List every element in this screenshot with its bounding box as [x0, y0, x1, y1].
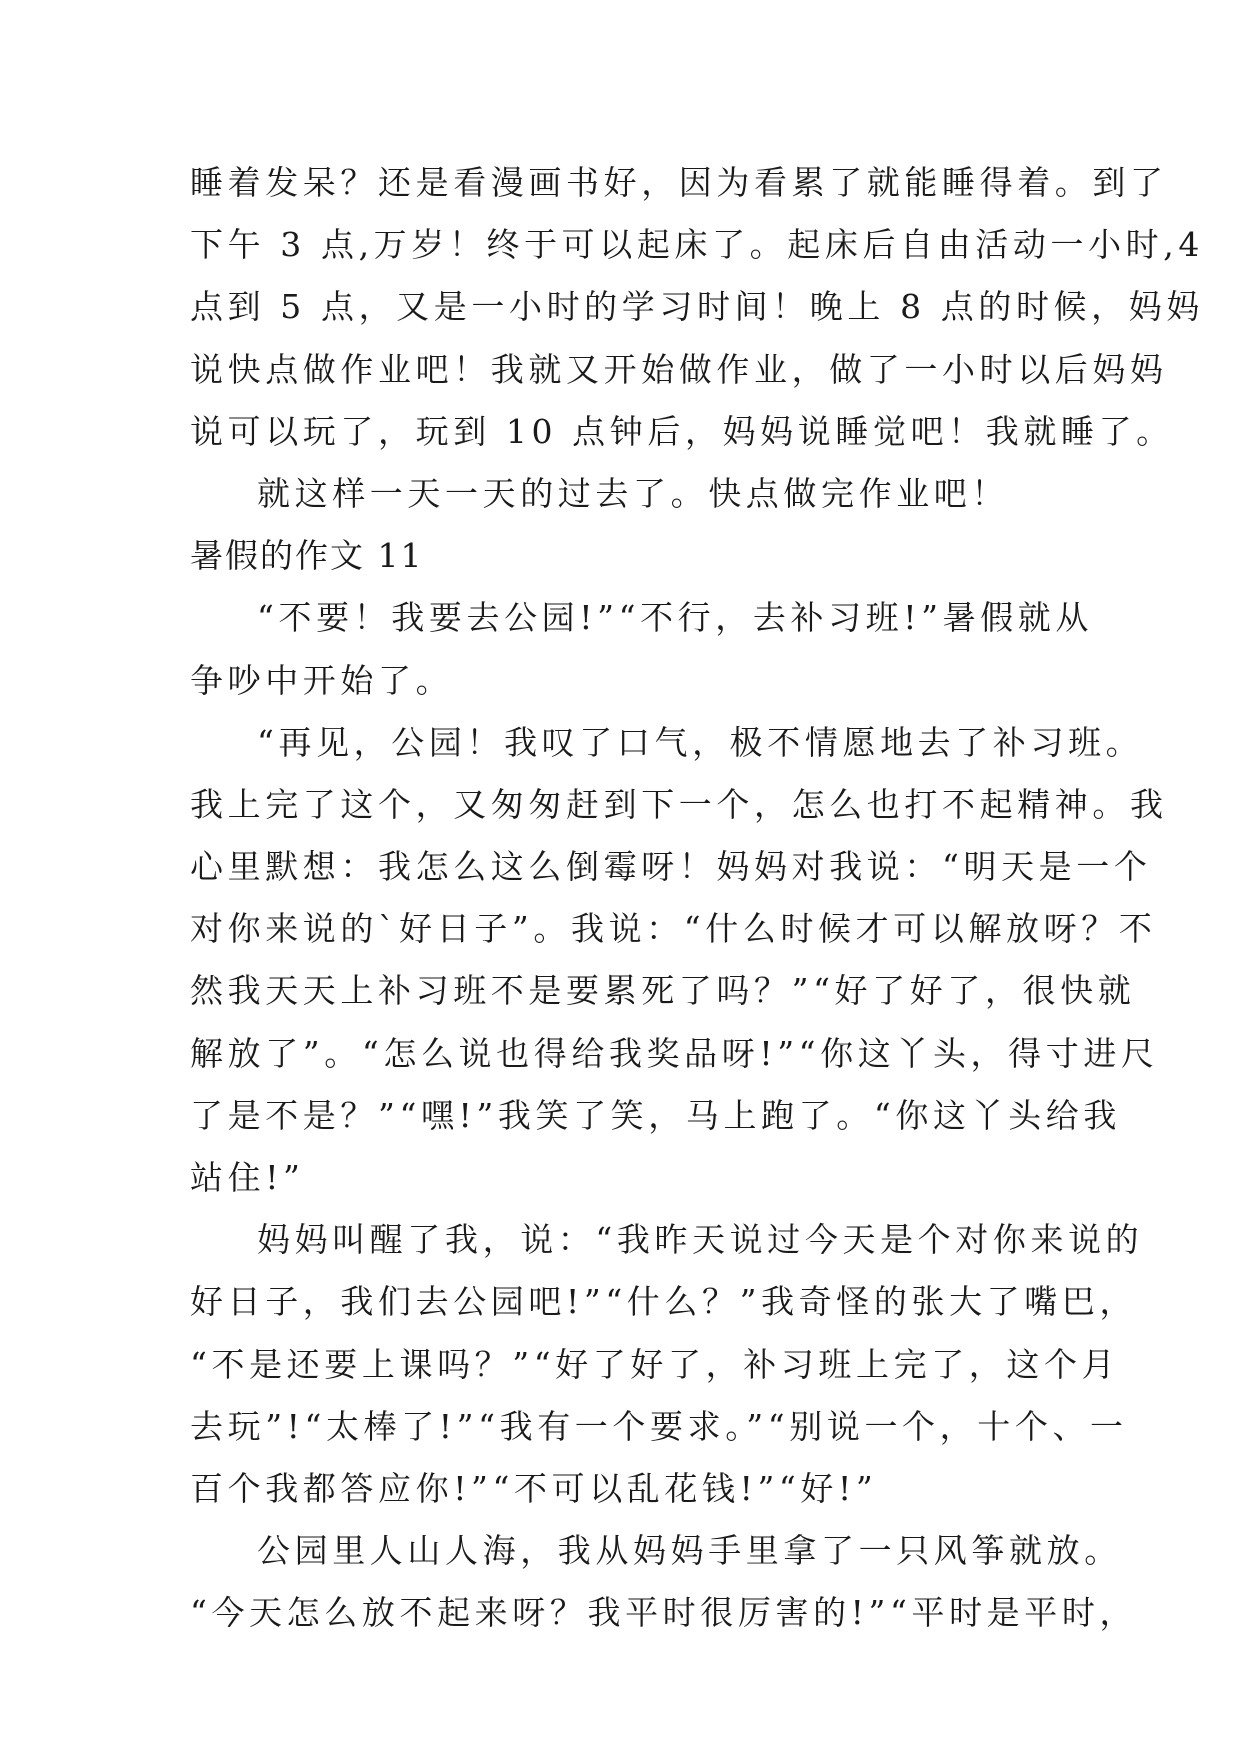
text-line: 了是不是？”“嘿!”我笑了笑，马上跑了。“你这丫头给我 [190, 1095, 1121, 1135]
text-line: 百个我都答应你!”“不可以乱花钱!”“好!” [190, 1468, 878, 1508]
section-heading: 暑假的作文 11 [190, 536, 424, 576]
text-line: 对你来说的`好日子”。我说：“什么时候才可以解放呀？不 [190, 909, 1157, 949]
text-line: “不要！我要去公园!”“不行，去补习班!”暑假就从 [257, 598, 1094, 638]
text-line: 争吵中开始了。 [190, 660, 454, 700]
text-line: 好日子，我们去公园吧!”“什么？”我奇怪的张大了嘴巴， [190, 1282, 1138, 1322]
text-line: 点到 5 点，又是一小时的学习时间！晚上 8 点的时候，妈妈 [190, 287, 1204, 327]
text-line: 说快点做作业吧！我就又开始做作业，做了一小时以后妈妈 [190, 349, 1168, 389]
text-line: 说可以玩了，玩到 10 点钟后，妈妈说睡觉吧！我就睡了。 [190, 411, 1174, 451]
text-line: 站住!” [190, 1158, 305, 1197]
essay-text [190, 152, 1204, 1645]
text-line: 公园里人山人海，我从妈妈手里拿了一只风筝就放。 [257, 1531, 1122, 1571]
text-line: 心里默想：我怎么这么倒霉呀！妈妈对我说：“明天是一个 [190, 847, 1152, 887]
text-line: “不是还要上课吗？”“好了好了，补习班上完了，这个月 [190, 1344, 1120, 1384]
text-line: “今天怎么放不起来呀？我平时很厉害的!”“平时是平时， [190, 1593, 1138, 1633]
text-line: 我上完了这个，又匆匆赶到下一个，怎么也打不起精神。我 [190, 784, 1168, 824]
text-line: 去玩”!“太棒了!”“我有一个要求。”“别说一个，十个、一 [190, 1406, 1128, 1446]
text-line: 下午 3 点,万岁！终于可以起床了。起床后自由活动一小时,4 [190, 225, 1204, 265]
text-line: “再见，公园！我叹了口气，极不情愿地去了补习班。 [257, 722, 1144, 762]
text-line: 然我天天上补习班不是要累死了吗？”“好了好了，很快就 [190, 971, 1136, 1011]
text-line: 就这样一天一天的过去了。快点做完作业吧！ [257, 473, 1009, 513]
text-line: 妈妈叫醒了我，说：“我昨天说过今天是个对你来说的 [257, 1220, 1144, 1260]
text-line: 睡着发呆？还是看漫画书好，因为看累了就能睡得着。到了 [190, 163, 1168, 202]
text-line: 解放了”。“怎么说也得给我奖品呀!”“你这丫头，得寸进尺 [190, 1033, 1159, 1073]
